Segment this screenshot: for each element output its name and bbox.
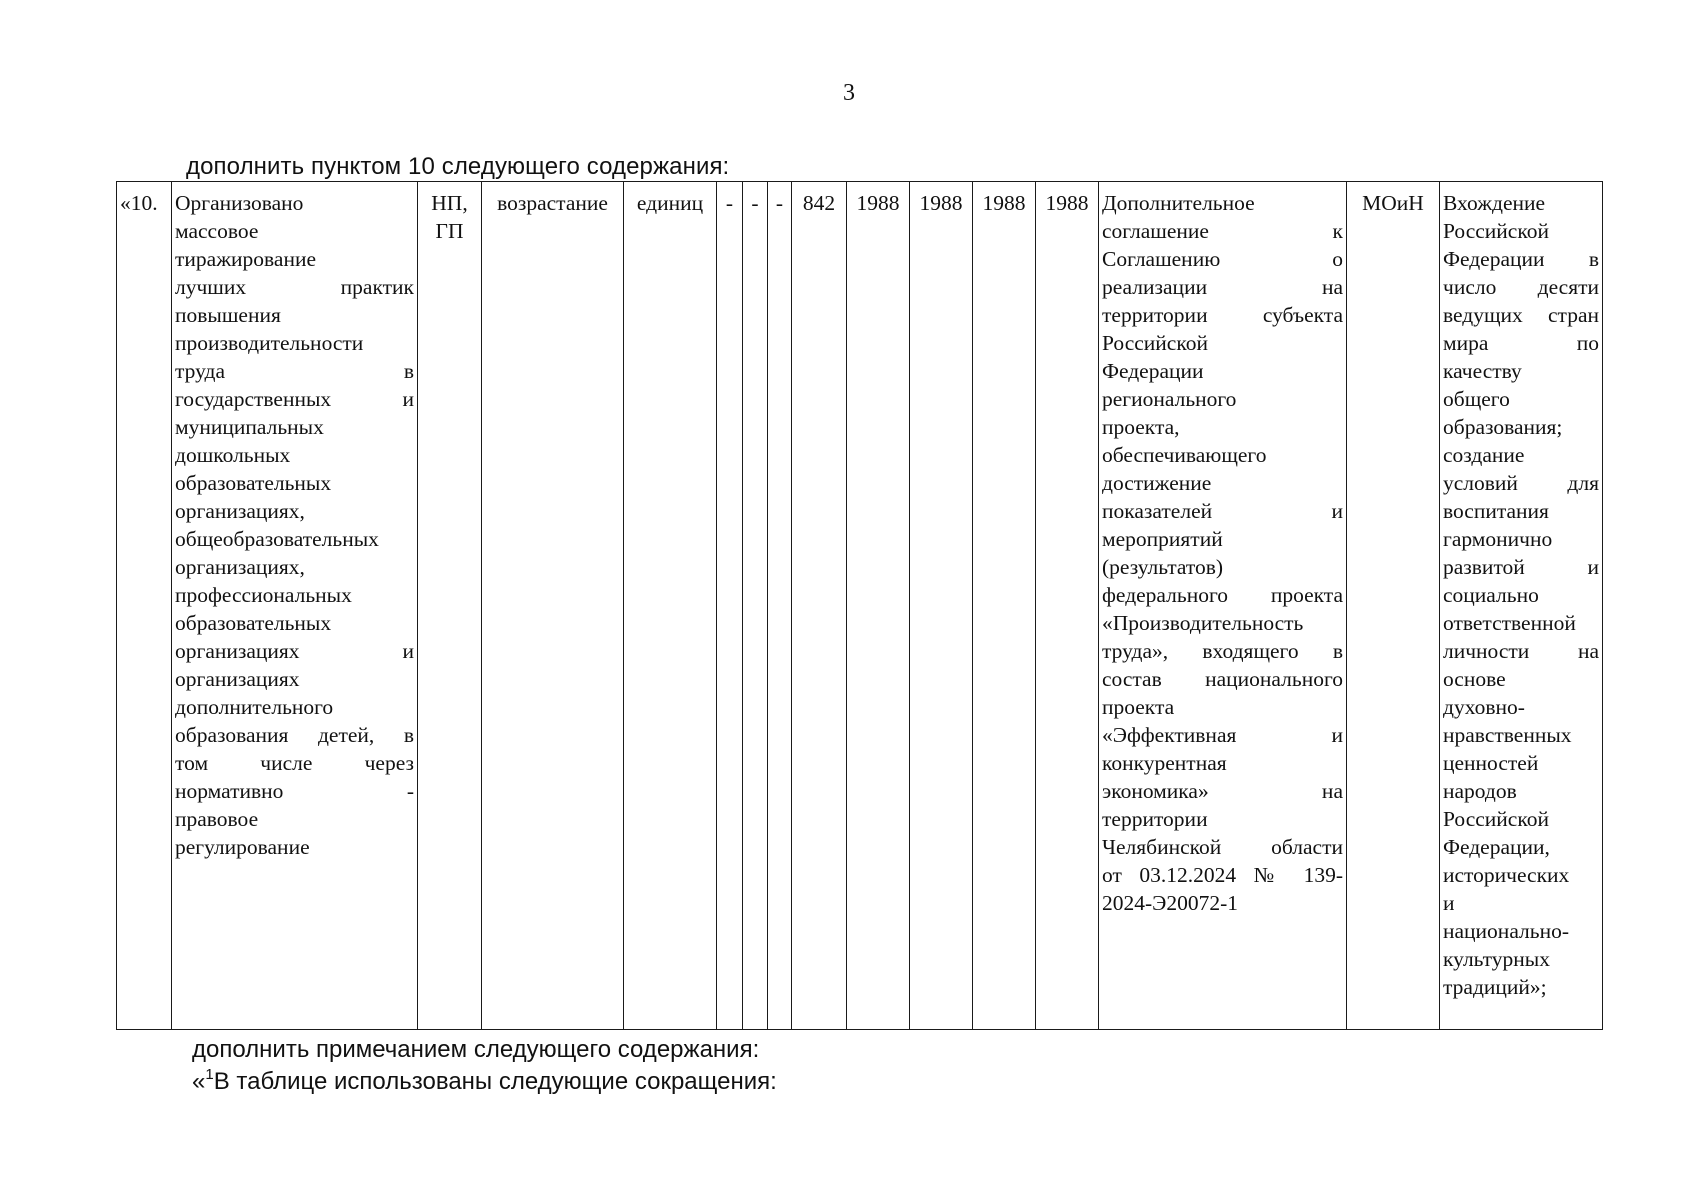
target-value: 1988 <box>856 191 900 215</box>
cell-line: образовательных <box>175 471 332 495</box>
unit-cell <box>624 182 717 1030</box>
cell-line: показателей и <box>1102 499 1343 523</box>
cell-line: образования детей, в <box>175 723 414 747</box>
note-intro: дополнить примечанием следующего содержания: <box>192 1036 760 1063</box>
cell-line: регулирование <box>175 835 310 859</box>
target-value: 1988 <box>919 191 963 215</box>
cell-line: труда в <box>175 359 414 383</box>
cell-line: нормативно - <box>175 779 414 803</box>
cell-line: государственных и <box>175 387 414 411</box>
cell-line: Федерации в <box>1443 247 1599 271</box>
cell-line: Российской <box>1443 807 1549 831</box>
target-value: 842 <box>802 191 836 215</box>
cell-line: образовательных <box>175 611 332 635</box>
year-2024-cell <box>768 182 792 1030</box>
cell-line: от 03.12.2024 № 139- <box>1102 863 1343 887</box>
cell-line: Федерации <box>1102 359 1204 383</box>
indicator-table <box>116 181 1603 1030</box>
cell-line: реализации на <box>1102 275 1343 299</box>
cell-line: лучших практик <box>175 275 414 299</box>
cell-line: нравственных <box>1443 723 1572 747</box>
level-cell <box>418 182 482 1030</box>
cell-line: традиций»; <box>1443 975 1547 999</box>
cell-line: массовое <box>175 219 259 243</box>
trend-cell <box>482 182 624 1030</box>
note-open-quote: « <box>192 1068 206 1095</box>
year-2027-cell <box>910 182 973 1030</box>
cell-line: развитой и <box>1443 555 1599 579</box>
cell-line: Дополнительное <box>1102 191 1255 215</box>
cell-line: том числе через <box>175 751 414 775</box>
cell-line: производительности <box>175 331 364 355</box>
cell-line: основе <box>1443 667 1506 691</box>
footnote-marker: 1 <box>205 1066 214 1083</box>
goal-cell <box>1440 182 1603 1030</box>
note-text: В таблице использованы следующие сокращения: <box>213 1068 777 1095</box>
cell-line: 2024-Э20072-1 <box>1102 891 1239 915</box>
cell-line: мира по <box>1443 331 1599 355</box>
cell-line: Соглашению о <box>1102 247 1343 271</box>
cell-line: состав национального <box>1102 667 1343 691</box>
cell-line: социально <box>1443 583 1539 607</box>
cell-line: достижение <box>1102 471 1212 495</box>
indicator-name-cell <box>172 182 418 1030</box>
cell-line: территории <box>1102 807 1208 831</box>
cell-line: Вхождение <box>1443 191 1546 215</box>
cell-line: качеству <box>1443 359 1522 383</box>
base-value-cell <box>717 182 743 1030</box>
cell-line: общеобразовательных <box>175 527 379 551</box>
cell-line: организациях <box>175 667 300 691</box>
cell-line: общего <box>1443 387 1510 411</box>
dash-value: - <box>751 191 759 215</box>
cell-line: личности на <box>1443 639 1599 663</box>
cell-line: (результатов) <box>1102 555 1224 579</box>
cell-line: исторических <box>1443 863 1570 887</box>
cell-line: создание <box>1443 443 1525 467</box>
cell-line: организациях и <box>175 639 414 663</box>
cell-line: ответственной <box>1443 611 1576 635</box>
year-2026-cell <box>847 182 910 1030</box>
cell-line: Организовано <box>175 191 304 215</box>
cell-line: конкурентная <box>1102 751 1227 775</box>
cell-line: Российской <box>1443 219 1549 243</box>
cell-line: Федерации, <box>1443 835 1550 859</box>
cell-line: обеспечивающего <box>1102 443 1267 467</box>
cell-line: территории субъекта <box>1102 303 1343 327</box>
row-number: «10. <box>120 191 158 215</box>
cell-line: ведущих стран <box>1443 303 1599 327</box>
year-2025-cell <box>792 182 847 1030</box>
cell-line: число десяти <box>1443 275 1599 299</box>
cell-line: духовно- <box>1443 695 1525 719</box>
base-year-cell <box>743 182 768 1030</box>
cell-line: организациях, <box>175 499 305 523</box>
page-number: 3 <box>843 80 855 106</box>
row-number-cell <box>117 182 172 1030</box>
cell-line: гармонично <box>1443 527 1553 551</box>
cell-line: муниципальных <box>175 415 324 439</box>
dash-value: - <box>725 191 734 215</box>
document-cell <box>1099 182 1347 1030</box>
intro-text: дополнить пунктом 10 следующего содержания: <box>186 153 730 180</box>
cell-line: соглашение к <box>1102 219 1343 243</box>
target-value: 1988 <box>1045 191 1089 215</box>
cell-line: народов <box>1443 779 1517 803</box>
dash-value: - <box>775 191 784 215</box>
cell-line: повышения <box>175 303 281 327</box>
level-text: НП, ГП <box>431 191 468 243</box>
cell-line: дошкольных <box>175 443 291 467</box>
unit-text: единиц <box>636 191 704 215</box>
cell-line: регионального <box>1102 387 1237 411</box>
cell-line: ценностей <box>1443 751 1539 775</box>
cell-line: мероприятий <box>1102 527 1223 551</box>
year-2028-cell <box>973 182 1036 1030</box>
cell-line: и <box>1443 891 1455 915</box>
trend-text: возрастание <box>497 191 608 215</box>
cell-line: национально- <box>1443 919 1569 943</box>
cell-line: правовое <box>175 807 259 831</box>
cell-line: образования; <box>1443 415 1563 439</box>
cell-line: «Эффективная и <box>1102 723 1343 747</box>
cell-line: тиражирование <box>175 247 317 271</box>
cell-line: организациях, <box>175 555 305 579</box>
cell-line: труда», входящего в <box>1102 639 1343 663</box>
cell-line: проекта, <box>1102 415 1180 439</box>
responsible-cell <box>1347 182 1440 1030</box>
cell-line: Челябинской области <box>1102 835 1343 859</box>
cell-line: культурных <box>1443 947 1550 971</box>
target-value: 1988 <box>982 191 1026 215</box>
responsible-text: МОиН <box>1362 191 1424 215</box>
note-line <box>192 1068 777 1096</box>
cell-line: проекта <box>1102 695 1175 719</box>
table-row <box>117 182 1603 1030</box>
cell-line: экономика» на <box>1102 779 1343 803</box>
cell-line: воспитания <box>1443 499 1549 523</box>
cell-line: дополнительного <box>175 695 334 719</box>
cell-line: профессиональных <box>175 583 352 607</box>
cell-line: федерального проекта <box>1102 583 1343 607</box>
year-2029-cell <box>1036 182 1099 1030</box>
cell-line: «Производительность <box>1102 611 1304 635</box>
cell-line: условий для <box>1443 471 1599 495</box>
cell-line: Российской <box>1102 331 1208 355</box>
